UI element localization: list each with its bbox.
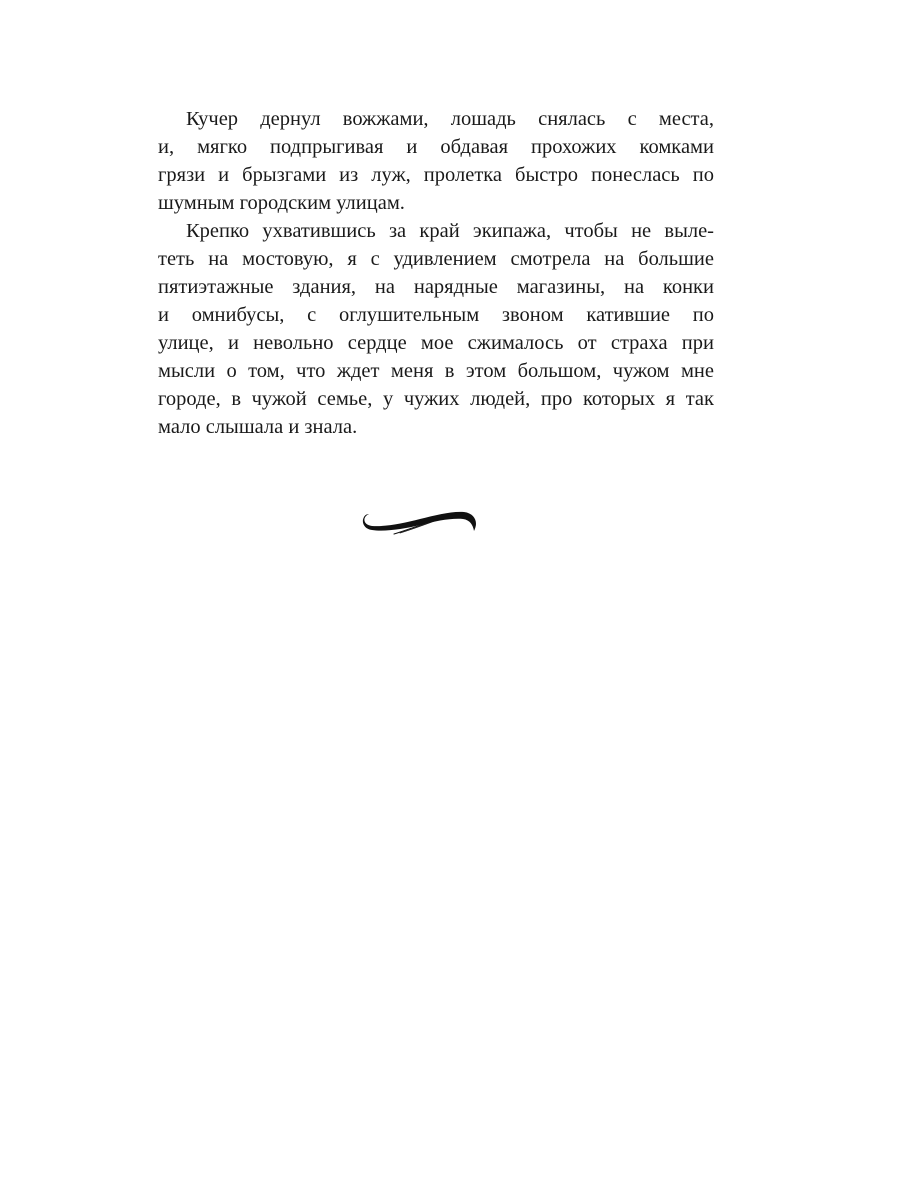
text-line: городе, в чужой семье, у чужих людей, про которых я так — [158, 388, 714, 410]
text-line: и омнибусы, с оглушительным звоном катившие по — [158, 304, 714, 326]
text-line: теть на мостовую, я с удивлением смотрела на большие — [158, 248, 714, 270]
text-line: улице, и невольно сердце мое сжималось от страха при — [158, 332, 714, 354]
text-line: Крепко ухватившись за край экипажа, чтобы не выле- — [186, 220, 714, 242]
flourish-divider-icon — [360, 505, 480, 537]
text-line: Кучер дернул вожжами, лошадь снялась с места, — [186, 108, 714, 130]
paragraph-1 — [158, 105, 714, 217]
text-line: шумным городским улицам. — [158, 192, 405, 214]
text-line: мало слышала и знала. — [158, 416, 358, 438]
text-line: пятиэтажные здания, на нарядные магазины, на конки — [158, 276, 714, 298]
text-line: и, мягко подпрыгивая и обдавая прохожих комками — [158, 136, 714, 158]
body-text — [158, 105, 714, 441]
paragraph-2 — [158, 217, 714, 441]
text-line: мысли о том, что ждет меня в этом большом, чужом мне — [158, 360, 714, 382]
text-line: грязи и брызгами из луж, пролетка быстро понеслась по — [158, 164, 714, 186]
